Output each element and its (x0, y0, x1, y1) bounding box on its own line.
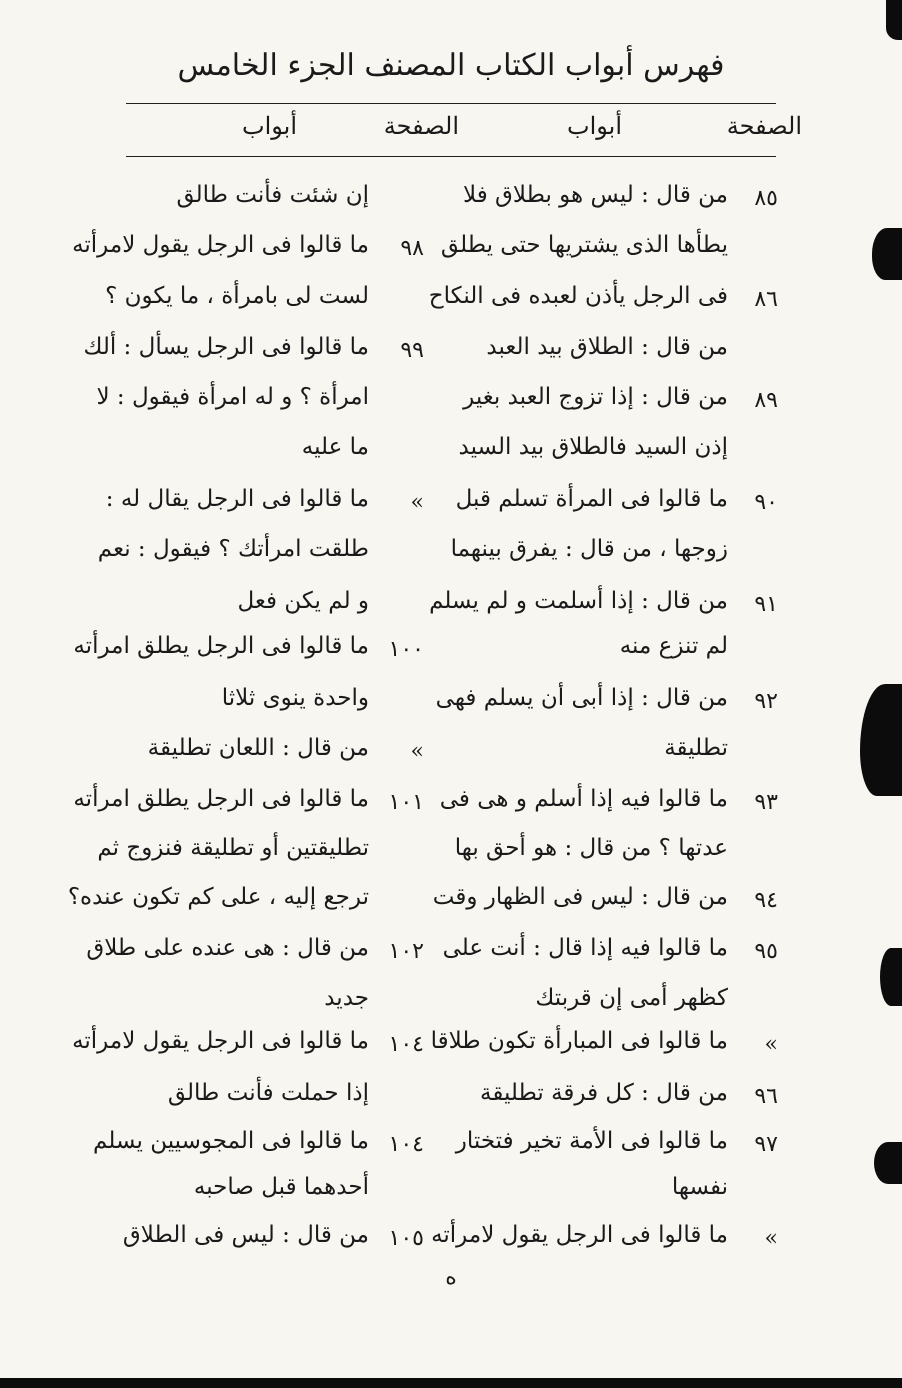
left_column-entry-line: ما قالوا فى الرجل يقال له : (105, 486, 369, 512)
right_column-entry-line: من قال : إذا أسلمت و لم يسلم (429, 588, 728, 614)
right_column-entry-line: نفسها (671, 1174, 728, 1200)
header-bottom-rule (126, 156, 776, 157)
left_column-entry-page-number: ٩٩ (400, 338, 424, 363)
right_column-entry-line: عدتها ؟ من قال : هو أحق بها (454, 835, 728, 861)
right_column-entry-page-number: ٩٣ (754, 790, 778, 815)
page-title: فهرس أبواب الكتاب المصنف الجزء الخامس (177, 48, 725, 83)
left_column-entry-line: من قال : ليس فى الطلاق (122, 1222, 369, 1248)
right_column-entry-line: ما قالوا فى الأمة تخير فتختار (455, 1128, 728, 1154)
left_column-entry-page-number: ١٠٤ (388, 1132, 424, 1157)
right_column-entry-line: ما قالوا فيه إذا قال : أنت على (442, 935, 728, 961)
right_column-entry-line: ما قالوا فى المرأة تسلم قبل (455, 486, 728, 512)
ink-blot (880, 948, 902, 1006)
left_column-entry-line: ما قالوا فى الرجل يقول لامرأته (72, 1028, 369, 1054)
right_column-entry-page-number: ٨٥ (754, 186, 778, 211)
left_column-entry-page-number: » (410, 490, 424, 515)
right_column-entry-line: يطأها الذى يشتريها حتى يطلق (440, 232, 728, 258)
right_column-entry-line: من قال : ليس فى الظهار وقت (432, 884, 728, 910)
ink-blot (872, 228, 902, 280)
left_column-entry-line: ما قالوا فى الرجل يطلق امرأته (73, 633, 369, 659)
left_column-entry-line: امرأة ؟ و له امرأة فيقول : لا (96, 384, 369, 410)
right_column-entry-line: من قال : كل فرقة تطليقة (479, 1080, 728, 1106)
header-top-rule (126, 103, 776, 104)
left_column-entry-line: إن شئت فأنت طالق (176, 182, 369, 208)
right_column-entry-line: تطليقة (664, 735, 728, 761)
left_column-entry-line: ما قالوا فى الرجل يطلق امرأته (73, 786, 369, 812)
right_column-entry-line: ما قالوا فى الرجل يقول لامرأته (431, 1222, 728, 1248)
header-page-right: الصفحة (726, 112, 802, 140)
right_column-entry-page-number: ٩٧ (754, 1132, 778, 1157)
left_column-entry-line: إذا حملت فأنت طالق (167, 1080, 369, 1106)
left_column-entry-line: ما قالوا فى الرجل يسأل : ألك (83, 334, 369, 360)
right_column-entry-page-number: ٩٢ (754, 689, 778, 714)
right_column-entry-line: إذن السيد فالطلاق بيد السيد (458, 434, 728, 460)
right_column-entry-line: فى الرجل يأذن لعبده فى النكاح (428, 283, 728, 309)
left_column-entry-line: ما قالوا فى المجوسيين يسلم (93, 1128, 369, 1154)
header-chapters-left: أبواب (241, 112, 297, 140)
left_column-entry-line: ما قالوا فى الرجل يقول لامرأته (72, 232, 369, 258)
ink-blot (874, 1142, 902, 1184)
right_column-entry-page-number: ٩٦ (754, 1084, 778, 1109)
left_column-entry-line: واحدة ينوى ثلاثا (221, 685, 369, 711)
right_column-entry-page-number: » (764, 1032, 778, 1057)
right_column-entry-line: ما قالوا فيه إذا أسلم و هى فى (439, 786, 728, 812)
left_column-entry-line: لست لى بامرأة ، ما يكون ؟ (105, 283, 369, 309)
right_column-entry-line: كظهر أمى إن قربتك (535, 985, 728, 1011)
right_column-entry-page-number: ٩١ (754, 592, 778, 617)
left_column-entry-page-number: ١٠١ (388, 790, 424, 815)
header-page-left: الصفحة (383, 112, 459, 140)
right_column-entry-line: من قال : إذا تزوج العبد بغير (463, 384, 728, 410)
right_column-entry-line: لم تنزع منه (619, 633, 728, 659)
left_column-entry-line: أحدهما قبل صاحبه (193, 1174, 369, 1200)
left_column-entry-line: ترجع إليه ، على كم تكون عنده؟ (67, 884, 369, 910)
right_column-entry-line: من قال : ليس هو بطلاق فلا (463, 182, 728, 208)
ink-blot (860, 684, 902, 796)
left_column-entry-line: طلقت امرأتك ؟ فيقول : نعم (97, 536, 369, 562)
left_column-entry-page-number: ٩٨ (400, 236, 424, 261)
left_column-entry-page-number: ١٠٠ (388, 637, 424, 662)
left_column-entry-page-number: » (410, 739, 424, 764)
right_column-entry-line: من قال : الطلاق بيد العبد (486, 334, 728, 360)
left_column-entry-line: جديد (324, 985, 369, 1011)
right_column-entry-line: ما قالوا فى المبارأة تكون طلاقا (430, 1028, 728, 1054)
right_column-entry-line: زوجها ، من قال : يفرق بينهما (450, 536, 728, 562)
left_column-entry-line: ما عليه (301, 434, 369, 460)
left_column-entry-page-number: ١٠٢ (388, 939, 424, 964)
right_column-entry-page-number: ٨٩ (754, 388, 778, 413)
left_column-entry-line: و لم يكن فعل (237, 588, 369, 614)
right_column-entry-page-number: » (764, 1226, 778, 1251)
page-number: ه (445, 1265, 457, 1290)
left_column-entry-line: تطليقتين أو تطليقة فنزوج ثم (97, 835, 369, 861)
left_column-entry-line: من قال : اللعان تطليقة (147, 735, 369, 761)
ink-blot (0, 1378, 902, 1388)
right_column-entry-page-number: ٨٦ (754, 287, 778, 312)
right_column-entry-line: من قال : إذا أبى أن يسلم فهى (435, 685, 728, 711)
header-chapters-right: أبواب (566, 112, 622, 140)
left_column-entry-page-number: ١٠٤ (388, 1032, 424, 1057)
left_column-entry-line: من قال : هى عنده على طلاق (86, 935, 369, 961)
right_column-entry-page-number: ٩٥ (754, 939, 778, 964)
left_column-entry-page-number: ١٠٥ (388, 1226, 424, 1251)
ink-blot (886, 0, 902, 40)
right_column-entry-page-number: ٩٠ (754, 490, 778, 515)
right_column-entry-page-number: ٩٤ (754, 888, 778, 913)
